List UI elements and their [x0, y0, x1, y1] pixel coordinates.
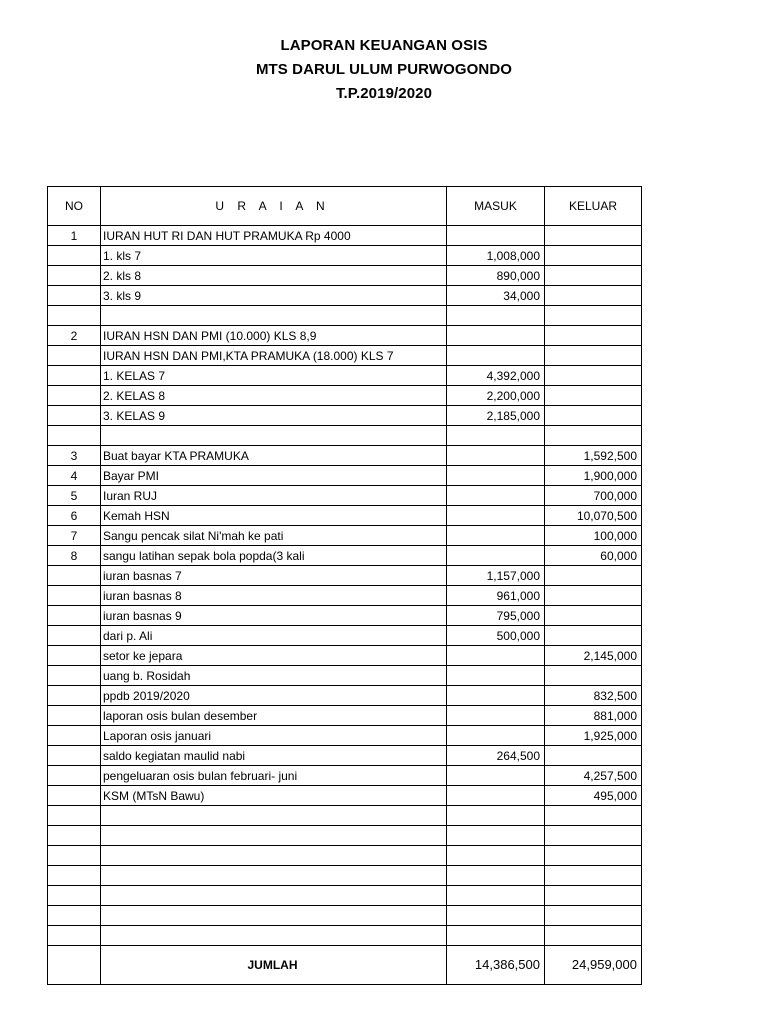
table-row	[48, 866, 642, 886]
table-row	[48, 526, 642, 546]
cell-keluar	[545, 406, 642, 426]
cell-uraian: IURAN HSN DAN PMI (10.000) KLS 8,9	[101, 326, 447, 346]
cell-masuk: 2,200,000	[447, 386, 545, 406]
cell-uraian: dari p. Ali	[101, 626, 447, 646]
cell-uraian	[101, 306, 447, 326]
cell-keluar	[545, 906, 642, 926]
cell-uraian	[101, 846, 447, 866]
cell-uraian	[101, 866, 447, 886]
report-title: LAPORAN KEUANGAN OSIS	[280, 37, 488, 54]
cell-no	[48, 386, 101, 406]
table-row	[48, 226, 642, 246]
cell-uraian: sangu latihan sepak bola popda(3 kali	[101, 546, 447, 566]
cell-masuk: 795,000	[447, 606, 545, 626]
cell-masuk: 1,157,000	[447, 566, 545, 586]
table-row	[48, 446, 642, 466]
table-row	[48, 466, 642, 486]
cell-uraian: 1. KELAS 7	[101, 366, 447, 386]
cell-uraian: Buat bayar KTA PRAMUKA	[101, 446, 447, 466]
cell-no	[48, 906, 101, 926]
cell-keluar	[545, 346, 642, 366]
table-body	[48, 226, 642, 946]
cell-no: 1	[48, 226, 101, 246]
table-row	[48, 746, 642, 766]
cell-masuk	[447, 666, 545, 686]
table-row	[48, 646, 642, 666]
cell-uraian: IURAN HSN DAN PMI,KTA PRAMUKA (18.000) KLS 7	[101, 346, 447, 366]
cell-no: 7	[48, 526, 101, 546]
cell-masuk	[447, 466, 545, 486]
cell-uraian: 3. KELAS 9	[101, 406, 447, 426]
table-header-row	[48, 187, 642, 226]
table-row	[48, 726, 642, 746]
cell-keluar	[545, 366, 642, 386]
cell-masuk	[447, 886, 545, 906]
cell-no	[48, 686, 101, 706]
cell-keluar	[545, 886, 642, 906]
cell-no	[48, 406, 101, 426]
cell-masuk	[447, 866, 545, 886]
table-row	[48, 246, 642, 266]
table-row	[48, 786, 642, 806]
cell-no	[48, 806, 101, 826]
cell-uraian: Laporan osis januari	[101, 726, 447, 746]
cell-uraian: Sangu pencak silat Ni'mah ke pati	[101, 526, 447, 546]
cell-masuk	[447, 926, 545, 946]
table-row	[48, 766, 642, 786]
cell-no	[48, 606, 101, 626]
finance-table	[47, 186, 642, 985]
table-row	[48, 826, 642, 846]
header-uraian: U R A I A N	[101, 187, 447, 226]
cell-uraian: KSM (MTsN Bawu)	[101, 786, 447, 806]
cell-masuk	[447, 226, 545, 246]
cell-masuk	[447, 726, 545, 746]
cell-uraian	[101, 826, 447, 846]
cell-masuk	[447, 686, 545, 706]
table-row	[48, 506, 642, 526]
cell-uraian	[101, 906, 447, 926]
cell-keluar	[545, 386, 642, 406]
table-row	[48, 586, 642, 606]
table-row	[48, 606, 642, 626]
cell-no	[48, 826, 101, 846]
cell-no	[48, 346, 101, 366]
cell-masuk	[447, 546, 545, 566]
cell-keluar: 1,592,500	[545, 446, 642, 466]
cell-masuk: 264,500	[447, 746, 545, 766]
cell-masuk	[447, 526, 545, 546]
cell-keluar	[545, 306, 642, 326]
cell-masuk	[447, 426, 545, 446]
cell-keluar	[545, 606, 642, 626]
cell-masuk: 4,392,000	[447, 366, 545, 386]
cell-no	[48, 766, 101, 786]
cell-no	[48, 706, 101, 726]
cell-uraian	[101, 926, 447, 946]
cell-masuk: 34,000	[447, 286, 545, 306]
cell-masuk	[447, 766, 545, 786]
cell-keluar	[545, 326, 642, 346]
total-no-cell	[48, 946, 101, 985]
cell-uraian: 2. kls 8	[101, 266, 447, 286]
report-title-block	[0, 34, 768, 106]
cell-masuk	[447, 786, 545, 806]
cell-no	[48, 266, 101, 286]
cell-masuk	[447, 486, 545, 506]
cell-masuk	[447, 446, 545, 466]
cell-no	[48, 246, 101, 266]
cell-masuk	[447, 706, 545, 726]
cell-keluar: 881,000	[545, 706, 642, 726]
cell-no	[48, 786, 101, 806]
cell-no	[48, 746, 101, 766]
cell-keluar	[545, 286, 642, 306]
cell-keluar	[545, 266, 642, 286]
cell-keluar: 100,000	[545, 526, 642, 546]
cell-masuk: 890,000	[447, 266, 545, 286]
cell-no	[48, 286, 101, 306]
cell-masuk	[447, 346, 545, 366]
total-label: JUMLAH	[101, 946, 447, 985]
table-row	[48, 686, 642, 706]
total-row	[48, 946, 642, 985]
cell-no	[48, 646, 101, 666]
cell-no	[48, 866, 101, 886]
cell-no	[48, 366, 101, 386]
cell-keluar	[545, 566, 642, 586]
cell-keluar: 832,500	[545, 686, 642, 706]
cell-keluar	[545, 226, 642, 246]
cell-masuk: 2,185,000	[447, 406, 545, 426]
cell-masuk	[447, 326, 545, 346]
cell-masuk: 500,000	[447, 626, 545, 646]
cell-no	[48, 886, 101, 906]
cell-masuk	[447, 906, 545, 926]
cell-masuk: 961,000	[447, 586, 545, 606]
cell-no: 6	[48, 506, 101, 526]
cell-keluar: 4,257,500	[545, 766, 642, 786]
table-row	[48, 906, 642, 926]
cell-keluar	[545, 426, 642, 446]
cell-masuk: 1,008,000	[447, 246, 545, 266]
cell-no	[48, 426, 101, 446]
cell-uraian: 1. kls 7	[101, 246, 447, 266]
table-row	[48, 846, 642, 866]
table-row	[48, 566, 642, 586]
cell-keluar: 700,000	[545, 486, 642, 506]
table-row	[48, 286, 642, 306]
cell-uraian: Kemah HSN	[101, 506, 447, 526]
cell-keluar: 10,070,500	[545, 506, 642, 526]
cell-no	[48, 306, 101, 326]
cell-no	[48, 626, 101, 646]
cell-uraian: laporan osis bulan desember	[101, 706, 447, 726]
header-masuk: MASUK	[447, 187, 545, 226]
cell-no: 2	[48, 326, 101, 346]
table-row	[48, 926, 642, 946]
table-row	[48, 386, 642, 406]
cell-masuk	[447, 826, 545, 846]
cell-no: 4	[48, 466, 101, 486]
table-row	[48, 326, 642, 346]
cell-uraian: Bayar PMI	[101, 466, 447, 486]
header-keluar: KELUAR	[545, 187, 642, 226]
cell-uraian	[101, 806, 447, 826]
cell-keluar	[545, 666, 642, 686]
cell-uraian: Iuran RUJ	[101, 486, 447, 506]
cell-uraian: iuran basnas 8	[101, 586, 447, 606]
total-masuk: 14,386,500	[447, 946, 545, 985]
cell-keluar	[545, 246, 642, 266]
cell-keluar	[545, 806, 642, 826]
cell-keluar: 1,925,000	[545, 726, 642, 746]
cell-masuk	[447, 306, 545, 326]
cell-uraian	[101, 426, 447, 446]
school-year: T.P.2019/2020	[335, 85, 433, 102]
cell-masuk	[447, 506, 545, 526]
table-row	[48, 706, 642, 726]
cell-keluar	[545, 586, 642, 606]
table-row	[48, 486, 642, 506]
table-row	[48, 306, 642, 326]
cell-keluar	[545, 826, 642, 846]
cell-uraian: IURAN HUT RI DAN HUT PRAMUKA Rp 4000	[101, 226, 447, 246]
cell-no	[48, 666, 101, 686]
table-row	[48, 406, 642, 426]
cell-keluar	[545, 846, 642, 866]
cell-uraian: ppdb 2019/2020	[101, 686, 447, 706]
cell-uraian: 2. KELAS 8	[101, 386, 447, 406]
cell-uraian: iuran basnas 9	[101, 606, 447, 626]
table-row	[48, 366, 642, 386]
table-row	[48, 266, 642, 286]
cell-keluar	[545, 626, 642, 646]
cell-uraian	[101, 886, 447, 906]
cell-no	[48, 726, 101, 746]
table-row	[48, 346, 642, 366]
cell-keluar: 495,000	[545, 786, 642, 806]
cell-uraian: iuran basnas 7	[101, 566, 447, 586]
table-row	[48, 546, 642, 566]
cell-no: 5	[48, 486, 101, 506]
cell-no: 3	[48, 446, 101, 466]
table-row	[48, 426, 642, 446]
cell-masuk	[447, 646, 545, 666]
cell-keluar: 2,145,000	[545, 646, 642, 666]
cell-uraian: uang b. Rosidah	[101, 666, 447, 686]
cell-keluar	[545, 926, 642, 946]
cell-no: 8	[48, 546, 101, 566]
school-name: MTS DARUL ULUM PURWOGONDO	[255, 61, 513, 78]
cell-no	[48, 566, 101, 586]
table-row	[48, 666, 642, 686]
cell-uraian: 3. kls 9	[101, 286, 447, 306]
cell-masuk	[447, 846, 545, 866]
table-row	[48, 806, 642, 826]
cell-uraian: setor ke jepara	[101, 646, 447, 666]
cell-uraian: saldo kegiatan maulid nabi	[101, 746, 447, 766]
cell-keluar	[545, 746, 642, 766]
total-keluar: 24,959,000	[545, 946, 642, 985]
cell-no	[48, 846, 101, 866]
table-row	[48, 886, 642, 906]
cell-masuk	[447, 806, 545, 826]
cell-keluar: 60,000	[545, 546, 642, 566]
cell-uraian: pengeluaran osis bulan februari- juni	[101, 766, 447, 786]
cell-no	[48, 586, 101, 606]
table-row	[48, 626, 642, 646]
cell-no	[48, 926, 101, 946]
cell-keluar: 1,900,000	[545, 466, 642, 486]
cell-keluar	[545, 866, 642, 886]
header-no: NO	[48, 187, 101, 226]
